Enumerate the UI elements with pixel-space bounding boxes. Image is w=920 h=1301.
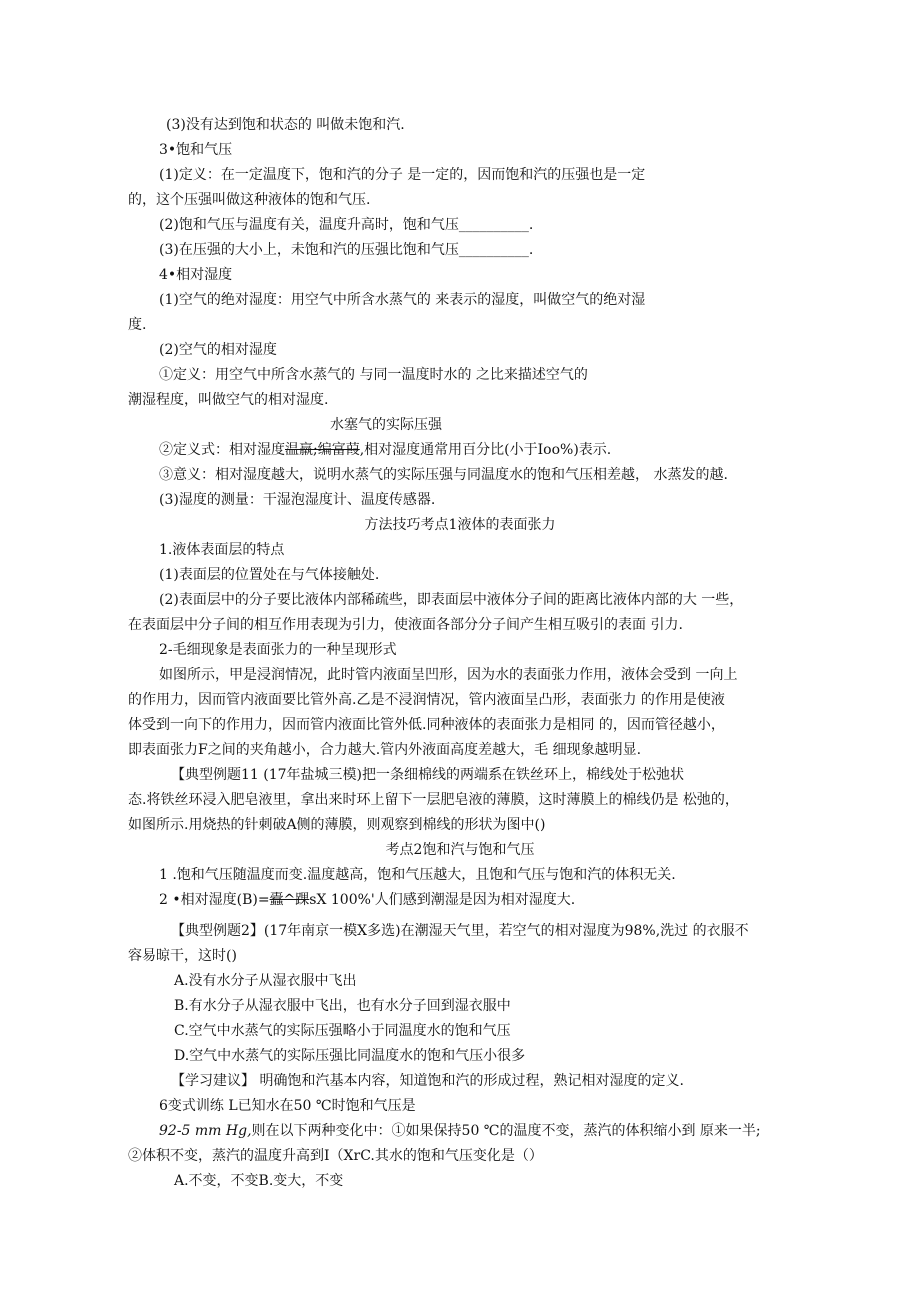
section-heading: 1.液体表面层的特点 bbox=[159, 542, 285, 558]
text-fragment: 92-5 mm Hg, bbox=[159, 1123, 252, 1139]
text-fragment: sX 100%'人们感到潮湿是因为相对湿度大. bbox=[309, 892, 576, 908]
text-fragment: 2 •相对湿度(B)= bbox=[159, 892, 270, 908]
text-line: (2)空气的相对湿度 bbox=[159, 342, 277, 358]
text-line: (3)没有达到饱和状态的 叫做未饱和汽. bbox=[166, 117, 405, 133]
text-line: 容易晾干，这时() bbox=[128, 948, 237, 964]
text-fragment: ,相对湿度通常用百分比(小于Ioo%)表示. bbox=[359, 442, 612, 458]
text-line: 的，这个压强叫做这种液体的饱和气压. bbox=[128, 192, 371, 208]
text-line: 1 .饱和气压随温度而变.温度越高，饱和气压越大，且饱和气压与饱和汽的体积无关. bbox=[159, 867, 676, 883]
option-b: B.有水分子从湿衣服中飞出，也有水分子回到湿衣服中 bbox=[174, 998, 511, 1014]
text-line: 潮湿程度，叫做空气的相对湿度. bbox=[128, 392, 329, 408]
text-line: (3)在压强的大小上，未饱和汽的压强比饱和气压__________. bbox=[159, 242, 534, 258]
text-fragment: 则在以下两种变化中：①如果保持50 ℃的温度不变，蒸汽的体积缩小到 原来一半; bbox=[251, 1123, 761, 1139]
text-line: 体受到一向下的作用力，因而管内液面比管外低.同种液体的表面张力是相同 的，因而管径越小， bbox=[128, 717, 725, 733]
formula-garbled: 温羸;编富葭 bbox=[285, 442, 360, 458]
text-line: (1)定义：在一定温度下，饱和汽的分子 是一定的，因而饱和汽的压强也是一定 bbox=[159, 167, 646, 183]
text-line: (1)空气的绝对湿度：用空气中所含水蒸气的 来表示的湿度，叫做空气的绝对湿 bbox=[159, 292, 646, 308]
section-title: 方法技巧考点1液体的表面张力 bbox=[364, 517, 556, 533]
text-line: 在表面层中分子间的相互作用表现为引力，使液面各部分分子间产生相互吸引的表面 引力. bbox=[128, 617, 683, 633]
section-heading: 3•饱和气压 bbox=[159, 142, 233, 158]
text-line bbox=[159, 443, 611, 457]
text-line: 【学习建议】 明确饱和汽基本内容，知道饱和汽的形成过程，熟记相对湿度的定义. bbox=[171, 1073, 684, 1089]
text-line: (3)湿度的测量：干湿泡湿度计、温度传感器. bbox=[159, 492, 436, 508]
option-a: A.没有水分子从湿衣服中飞出 bbox=[174, 973, 357, 989]
formula-numerator: 水塞气的实际压强 bbox=[330, 417, 442, 433]
formula-garbled: 蠹^踝 bbox=[269, 892, 310, 908]
option-d: D.空气中水蒸气的实际压强比同温度水的饱和气压小很多 bbox=[174, 1048, 526, 1064]
text-line: 如图所示.用烧热的针刺破A侧的薄膜，则观察到棉线的形状为图中() bbox=[128, 817, 546, 833]
text-line: ①定义：用空气中所含水蒸气的 与同一温度时水的 之比来描述空气的 bbox=[159, 367, 588, 383]
text-line: 态.将铁丝环浸入肥皂液里，拿出来时环上留下一层肥皂液的薄膜，这时薄膜上的棉线仍是 松弛的， bbox=[128, 792, 739, 808]
text-line: 的作用力，因而管内液面要比管外高.乙是不浸润情况，管内液面呈凸形，表面张力 的作用是使液 bbox=[128, 692, 725, 708]
section-heading: 4•相对湿度 bbox=[159, 267, 233, 283]
option-line: A.不变，不变B.变大，不变 bbox=[174, 1173, 344, 1189]
text-line: 度. bbox=[128, 317, 147, 333]
text-line: 【典型例题11 (17年盐城三模)把一条细棉线的两端系在铁丝环上，棉线处于松弛状 bbox=[171, 767, 685, 783]
option-c: C.空气中水蒸气的实际压强略小于同温度水的饱和气压 bbox=[174, 1023, 511, 1039]
text-line: 即表面张力F之间的夹角越小，合力越大.管内外液面高度差越大，毛 细现象越明显. bbox=[128, 742, 642, 758]
section-heading: 2-毛细现象是表面张力的一种呈现形式 bbox=[159, 642, 397, 658]
text-line: (2)表面层中的分子要比液体内部稀疏些，即表面层中液体分子间的距离比液体内部的大 一些， bbox=[159, 592, 744, 608]
text-line: ③意义：相对湿度越大，说明水蒸气的实际压强与同温度水的饱和气压相差越， 水蒸发的越. bbox=[159, 467, 728, 483]
text-line: (1)表面层的位置处在与气体接触处. bbox=[159, 567, 380, 583]
text-line: 6变式训练 L已知水在50 ℃时饱和气压是 bbox=[159, 1098, 416, 1114]
text-fragment: ②定义式：相对湿度 bbox=[159, 442, 285, 458]
text-line bbox=[159, 1124, 761, 1138]
text-line bbox=[159, 893, 575, 907]
section-title: 考点2饱和汽与饱和气压 bbox=[385, 842, 535, 858]
text-line: 如图所示，甲是浸润情况，此时管内液面呈凹形，因为水的表面张力作用，液体会受到 一向上 bbox=[159, 667, 738, 683]
text-line: 【典型例题2】(17年南京一模X多选)在潮湿天气里，若空气的相对湿度为98%,洗过 的衣服不 bbox=[171, 923, 749, 939]
text-line: (2)饱和气压与温度有关，温度升高时，饱和气压__________. bbox=[159, 217, 534, 233]
text-line: ②体积不变，蒸汽的温度升高到I（XrC.其水的饱和气压变化是（） bbox=[128, 1148, 543, 1164]
